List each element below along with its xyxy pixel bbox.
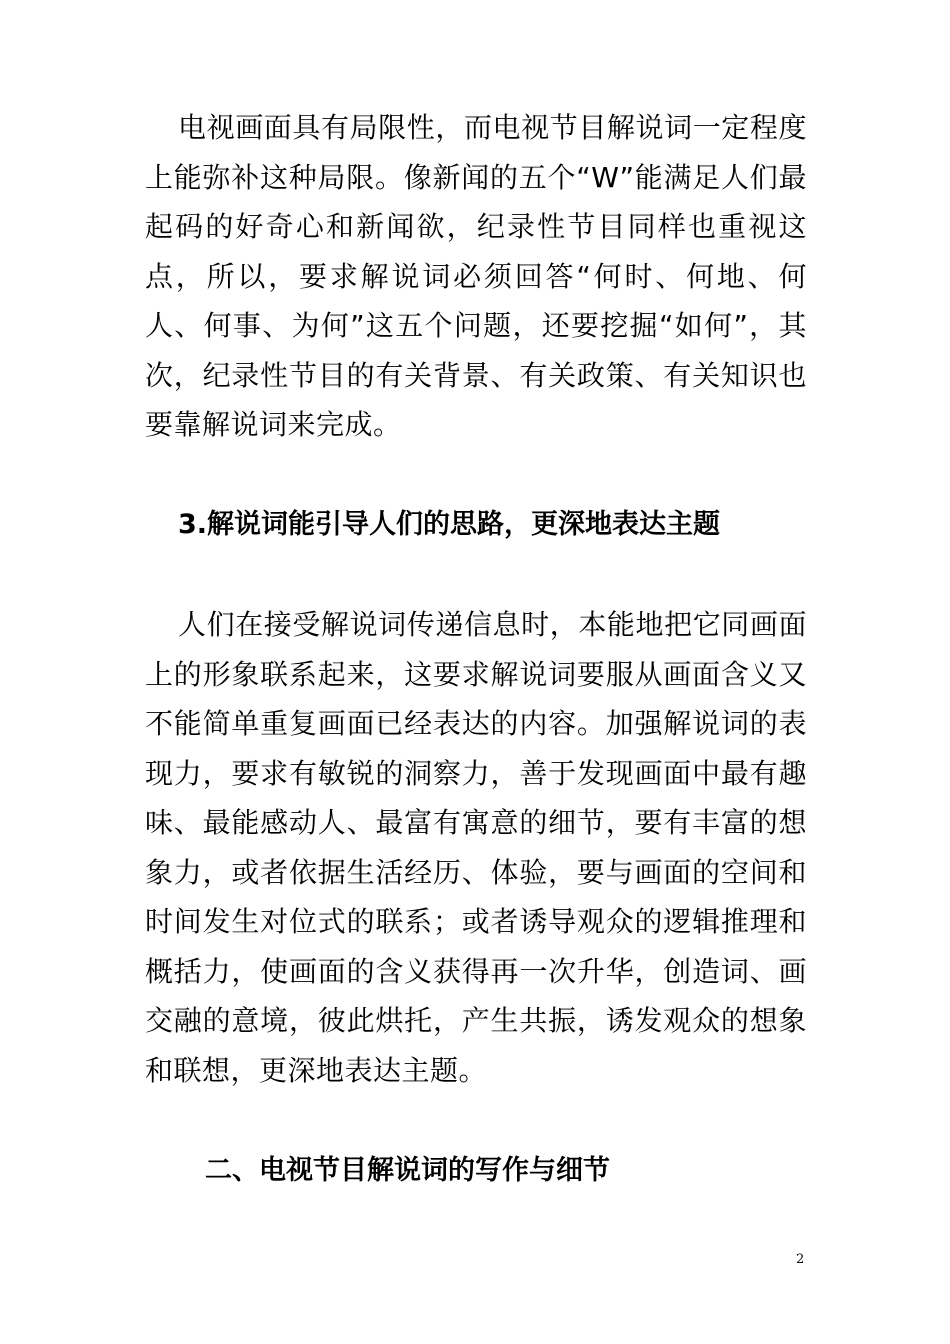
- body-paragraph-1: 电视画面具有局限性，而电视节目解说词一定程度上能弥补这种局限。像新闻的五个“W”能满足人们最起码的好奇心和新闻欲，纪录性节目同样也重视这点，所以，要求解说词必须回答“何时、何地、何人、何事、为何”这五个问题，还要挖掘“如何”，其次，纪录性节目的有关背景、有关政策、有关知识也要靠解说词来完成。: [145, 111, 807, 441]
- page-number: 2: [796, 1252, 805, 1267]
- section-heading-2: 二、电视节目解说词的写作与细节: [205, 1155, 610, 1186]
- body-paragraph-2: 人们在接受解说词传递信息时，本能地把它同画面上的形象联系起来，这要求解说词要服从画面含义又不能简单重复画面已经表达的内容。加强解说词的表现力，要求有敏锐的洞察力，善于发现画面中最有趣味、最能感动人、最富有寓意的细节，要有丰富的想象力，或者依据生活经历、体验，要与画面的空间和时间发生对位式的联系；或者诱导观众的逻辑推理和概括力，使画面的含义获得再一次升华，创造词、画交融的意境，彼此烘托，产生共振，诱发观众的想象和联想，更深地表达主题。: [145, 608, 807, 1087]
- subsection-heading-3: 3.解说词能引导人们的思路，更深地表达主题: [178, 509, 721, 540]
